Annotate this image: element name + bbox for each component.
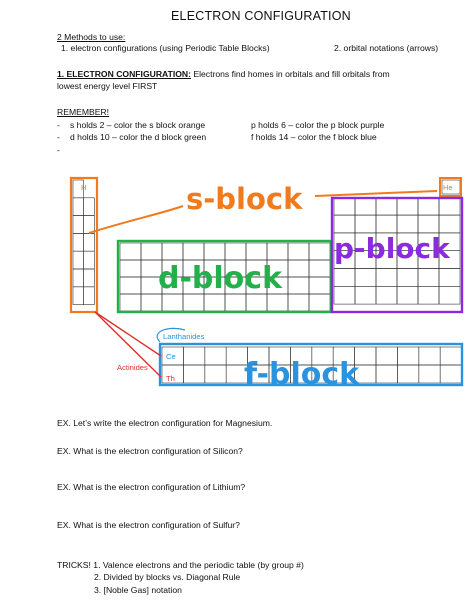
table-cell	[418, 197, 439, 215]
s-block-arrow	[89, 206, 183, 233]
table-cell	[204, 243, 225, 260]
table-cell	[439, 215, 460, 233]
table-cell	[309, 260, 330, 277]
table-cell	[355, 286, 376, 304]
table-cell	[334, 197, 355, 215]
table-cell	[376, 197, 397, 215]
table-cell	[439, 197, 460, 215]
table-cell	[334, 286, 355, 304]
table-cell	[183, 347, 204, 365]
s-block-outline	[71, 178, 97, 312]
periodic-table-blocks-figure	[60, 168, 470, 400]
table-cell	[439, 269, 460, 287]
table-cell	[376, 215, 397, 233]
table-cell	[183, 243, 204, 260]
table-cell	[397, 215, 418, 233]
p-block-label: p-block	[334, 232, 450, 265]
methods-heading: 2 Methods to use:	[57, 32, 126, 42]
ce-label: Ce	[166, 352, 176, 361]
page-title: ELECTRON CONFIGURATION	[171, 9, 351, 23]
table-cell	[376, 365, 397, 383]
table-cell	[376, 286, 397, 304]
tricks-line-1: TRICKS! 1. Valence electrons and the periodic table (by group #)	[57, 560, 304, 570]
table-cell	[183, 365, 204, 383]
table-cell	[355, 269, 376, 287]
table-cell	[418, 286, 439, 304]
table-cell	[418, 215, 439, 233]
tricks-line-3: 3. [Noble Gas] notation	[94, 585, 182, 595]
table-cell	[397, 365, 418, 383]
table-cell	[183, 294, 204, 311]
table-cell	[309, 243, 330, 260]
table-cell	[376, 347, 397, 365]
th-label: Th	[166, 374, 175, 383]
table-cell	[397, 197, 418, 215]
table-cell	[397, 347, 418, 365]
remember-heading: REMEMBER!	[57, 107, 110, 117]
table-cell	[440, 347, 461, 365]
table-cell	[120, 260, 141, 277]
table-cell	[288, 277, 309, 294]
table-cell	[84, 198, 95, 216]
lanthanide-pointer	[95, 312, 161, 356]
table-cell	[267, 243, 288, 260]
h-label: H	[81, 183, 87, 192]
table-cell	[397, 286, 418, 304]
tricks-line-2: 2. Divided by blocks vs. Diagonal Rule	[94, 572, 241, 582]
table-cell	[73, 216, 84, 234]
table-cell	[419, 347, 440, 365]
table-cell	[288, 260, 309, 277]
table-cell	[73, 287, 84, 305]
table-cell	[162, 294, 183, 311]
table-cell	[205, 365, 226, 383]
table-cell	[225, 243, 246, 260]
s-block-rule: s holds 2 – color the s block orange	[70, 120, 206, 130]
table-cell	[204, 294, 225, 311]
f-block-rule: f holds 14 – color the f block blue	[251, 132, 377, 142]
example-magnesium: EX. Let’s write the electron configuration for Magnesium.	[57, 418, 273, 428]
he-connector-line	[315, 191, 437, 196]
table-cell	[334, 215, 355, 233]
section1-text: Electrons find homes in orbitals and fill orbitals from	[191, 69, 390, 79]
table-cell	[73, 251, 84, 269]
d-block-label: d-block	[158, 261, 283, 296]
bullet-dash-2: -	[57, 132, 60, 142]
he-label: He	[443, 183, 453, 192]
actinides-label: Actinides	[117, 363, 148, 372]
example-lithium: EX. What is the electron configuration of Lithium?	[57, 482, 246, 492]
table-cell	[246, 294, 267, 311]
s-block-label: s-block	[186, 182, 303, 216]
method-2: 2. orbital notations (arrows)	[334, 43, 439, 53]
table-cell	[397, 269, 418, 287]
section1-label: 1. ELECTRON CONFIGURATION:	[57, 69, 191, 79]
table-cell	[288, 243, 309, 260]
bullet-dash-1: -	[57, 120, 60, 130]
table-cell	[355, 215, 376, 233]
d-block-rule: d holds 10 – color the d block green	[70, 132, 207, 142]
table-cell	[141, 294, 162, 311]
table-cell	[162, 243, 183, 260]
table-cell	[439, 286, 460, 304]
f-block-label: f-block	[244, 357, 360, 392]
table-cell	[246, 243, 267, 260]
table-cell	[288, 294, 309, 311]
table-cell	[141, 243, 162, 260]
p-block-rule: p holds 6 – color the p block purple	[251, 120, 385, 130]
table-cell	[309, 277, 330, 294]
lanthanides-label: Lanthanides	[163, 332, 205, 341]
table-cell	[84, 269, 95, 287]
table-cell	[334, 269, 355, 287]
table-cell	[73, 198, 84, 216]
table-cell	[120, 277, 141, 294]
table-cell	[440, 365, 461, 383]
table-cell	[84, 287, 95, 305]
table-cell	[84, 216, 95, 234]
table-cell	[225, 294, 246, 311]
table-cell	[73, 233, 84, 251]
table-cell	[120, 294, 141, 311]
table-cell	[73, 269, 84, 287]
section1-line1	[57, 69, 390, 80]
table-cell	[418, 269, 439, 287]
table-cell	[84, 233, 95, 251]
table-cell	[309, 294, 330, 311]
bullet-dash-3: -	[57, 145, 60, 155]
table-cell	[120, 243, 141, 260]
table-cell	[84, 251, 95, 269]
table-cell	[376, 269, 397, 287]
example-silicon: EX. What is the electron configuration of Silicon?	[57, 446, 243, 456]
example-sulfur: EX. What is the electron configuration of Sulfur?	[57, 520, 240, 530]
table-cell	[205, 347, 226, 365]
table-cell	[419, 365, 440, 383]
method-1: 1. electron configurations (using Periodic Table Blocks)	[61, 43, 270, 53]
table-cell	[267, 294, 288, 311]
table-cell	[355, 197, 376, 215]
section1-line2: lowest energy level FIRST	[57, 81, 158, 91]
